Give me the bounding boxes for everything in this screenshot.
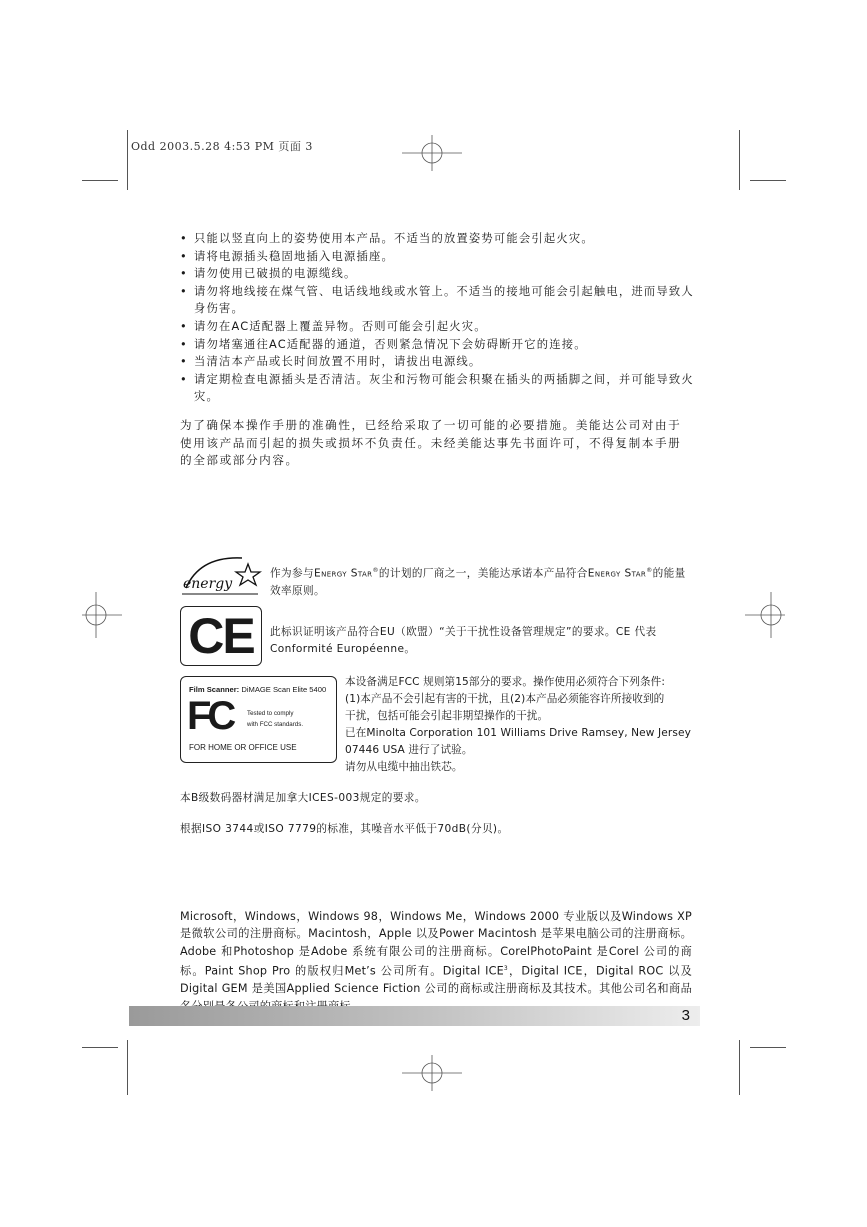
- crop-mark: [127, 130, 128, 190]
- list-item: • 请勿在AC适配器上覆盖异物。否则可能会引起火灾。: [180, 318, 695, 336]
- fcc-tested-text: Tested to comply with FCC standards.: [247, 710, 304, 728]
- registration-mark-icon: [402, 133, 462, 173]
- crop-mark: [750, 1047, 786, 1048]
- ices-text: 本B级数码器材满足加拿大ICES-003规定的要求。: [180, 792, 426, 804]
- ce-logo: CE: [180, 606, 262, 666]
- registration-mark-icon: [402, 1053, 462, 1093]
- manual-notice: 为了确保本操作手册的准确性，已经给采取了一切可能的必要措施。美能达公司对由于使用该产品而引起的损失或损坏不负责任。未经美能达事先书面许可，不得复制本手册的全部或部分内容。: [180, 418, 682, 467]
- safety-warnings-list: [180, 230, 695, 406]
- list-item: • 当清洁本产品或长时间放置不用时，请拔出电源线。: [180, 353, 695, 371]
- energy-star-brand: Energy Star: [587, 567, 647, 580]
- crop-mark: [739, 1040, 740, 1095]
- slug-line: Odd 2003.5.28 4:53 PM 页面 3: [131, 140, 313, 153]
- crop-mark: [127, 1040, 128, 1095]
- fcc-usage: FOR HOME OR OFFICE USE: [189, 743, 297, 752]
- fcc-model-line: Film Scanner: DiMAGE Scan Elite 5400: [189, 685, 327, 694]
- list-item: • 请勿使用已破损的电源缆线。: [180, 265, 695, 283]
- list-item: • 请勿将地线接在煤气管、电话线地线或水管上。不适当的接地可能会引起触电，进而导致人身伤害。: [180, 283, 695, 318]
- page-number: 3: [681, 1007, 690, 1024]
- energy-star-logo: [180, 550, 262, 598]
- registration-mark-icon: [82, 590, 122, 640]
- footer-bar: [129, 1006, 700, 1026]
- energy-logo-word: energy: [183, 576, 233, 592]
- trademarks-text: Microsoft，Windows，Windows 98，Windows Me，Windows 2000 专业版以及Windows XP 是微软公司的注册商标。Macintosh，Apple 以及Power Macintosh 是苹果电脑公司的注册商标。Adobe 和Photoshop 是Adobe 系统有限公司的注册商标。CorelPhotoPaint 是Corel 公司的商标。Paint Shop Pro 的版权归Met’s 公司所有。Digital ICE$^3$，Digital ICE，Digital ROC 以及Digital GEM 是美国Applied Science Fiction 公司的商标或注册商标及其技术。其他公司名和商品: [180, 910, 692, 996]
- iso-text: 根据ISO 3744或ISO 7779的标准，其噪音水平低于70dB(分贝)。: [180, 823, 509, 835]
- registration-mark-icon: [745, 590, 785, 640]
- crop-mark: [739, 130, 740, 190]
- list-item: • 请勿堵塞通往AC适配器的通道，否则紧急情况下会妨碍断开它的连接。: [180, 336, 695, 354]
- crop-mark: [750, 180, 786, 181]
- fcc-label: [180, 676, 337, 763]
- ce-text: 此标识证明该产品符合EU（欧盟）“关于干扰性设备管理规定”的要求。CE 代表 Conformité Européenne。: [270, 626, 657, 655]
- fcc-logo: FC: [187, 694, 233, 738]
- energy-star-text: 作为参与Energy Star®的计划的厂商之一，美能达承诺本产品符合Energy Star®的能量效率原则。: [270, 567, 686, 597]
- energy-star-brand: Energy Star: [313, 567, 373, 580]
- crop-mark: [82, 1047, 118, 1048]
- list-item: • 请将电源插头稳固地插入电源插座。: [180, 248, 695, 266]
- crop-mark: [82, 180, 118, 181]
- list-item: • 只能以竖直向上的姿势使用本产品。不适当的放置姿势可能会引起火灾。: [180, 230, 695, 248]
- fcc-text: 本设备满足FCC 规则第15部分的要求。操作使用必须符合下列条件: (1)本产品不会引起有害的干扰，且(2)本产品必须能容许所接收到的 干扰，包括可能会引起非期望操作的干扰。 已在Minolta Corporation 101 Williams Drive Ramsey, New Jersey 07446 USA 进行了试验。 请勿从电缆中抽出铁芯。: [345, 676, 691, 773]
- list-item: • 请定期检查电源插头是否清洁。灰尘和污物可能会积聚在插头的两插脚之间，并可能导致火灾。: [180, 371, 695, 406]
